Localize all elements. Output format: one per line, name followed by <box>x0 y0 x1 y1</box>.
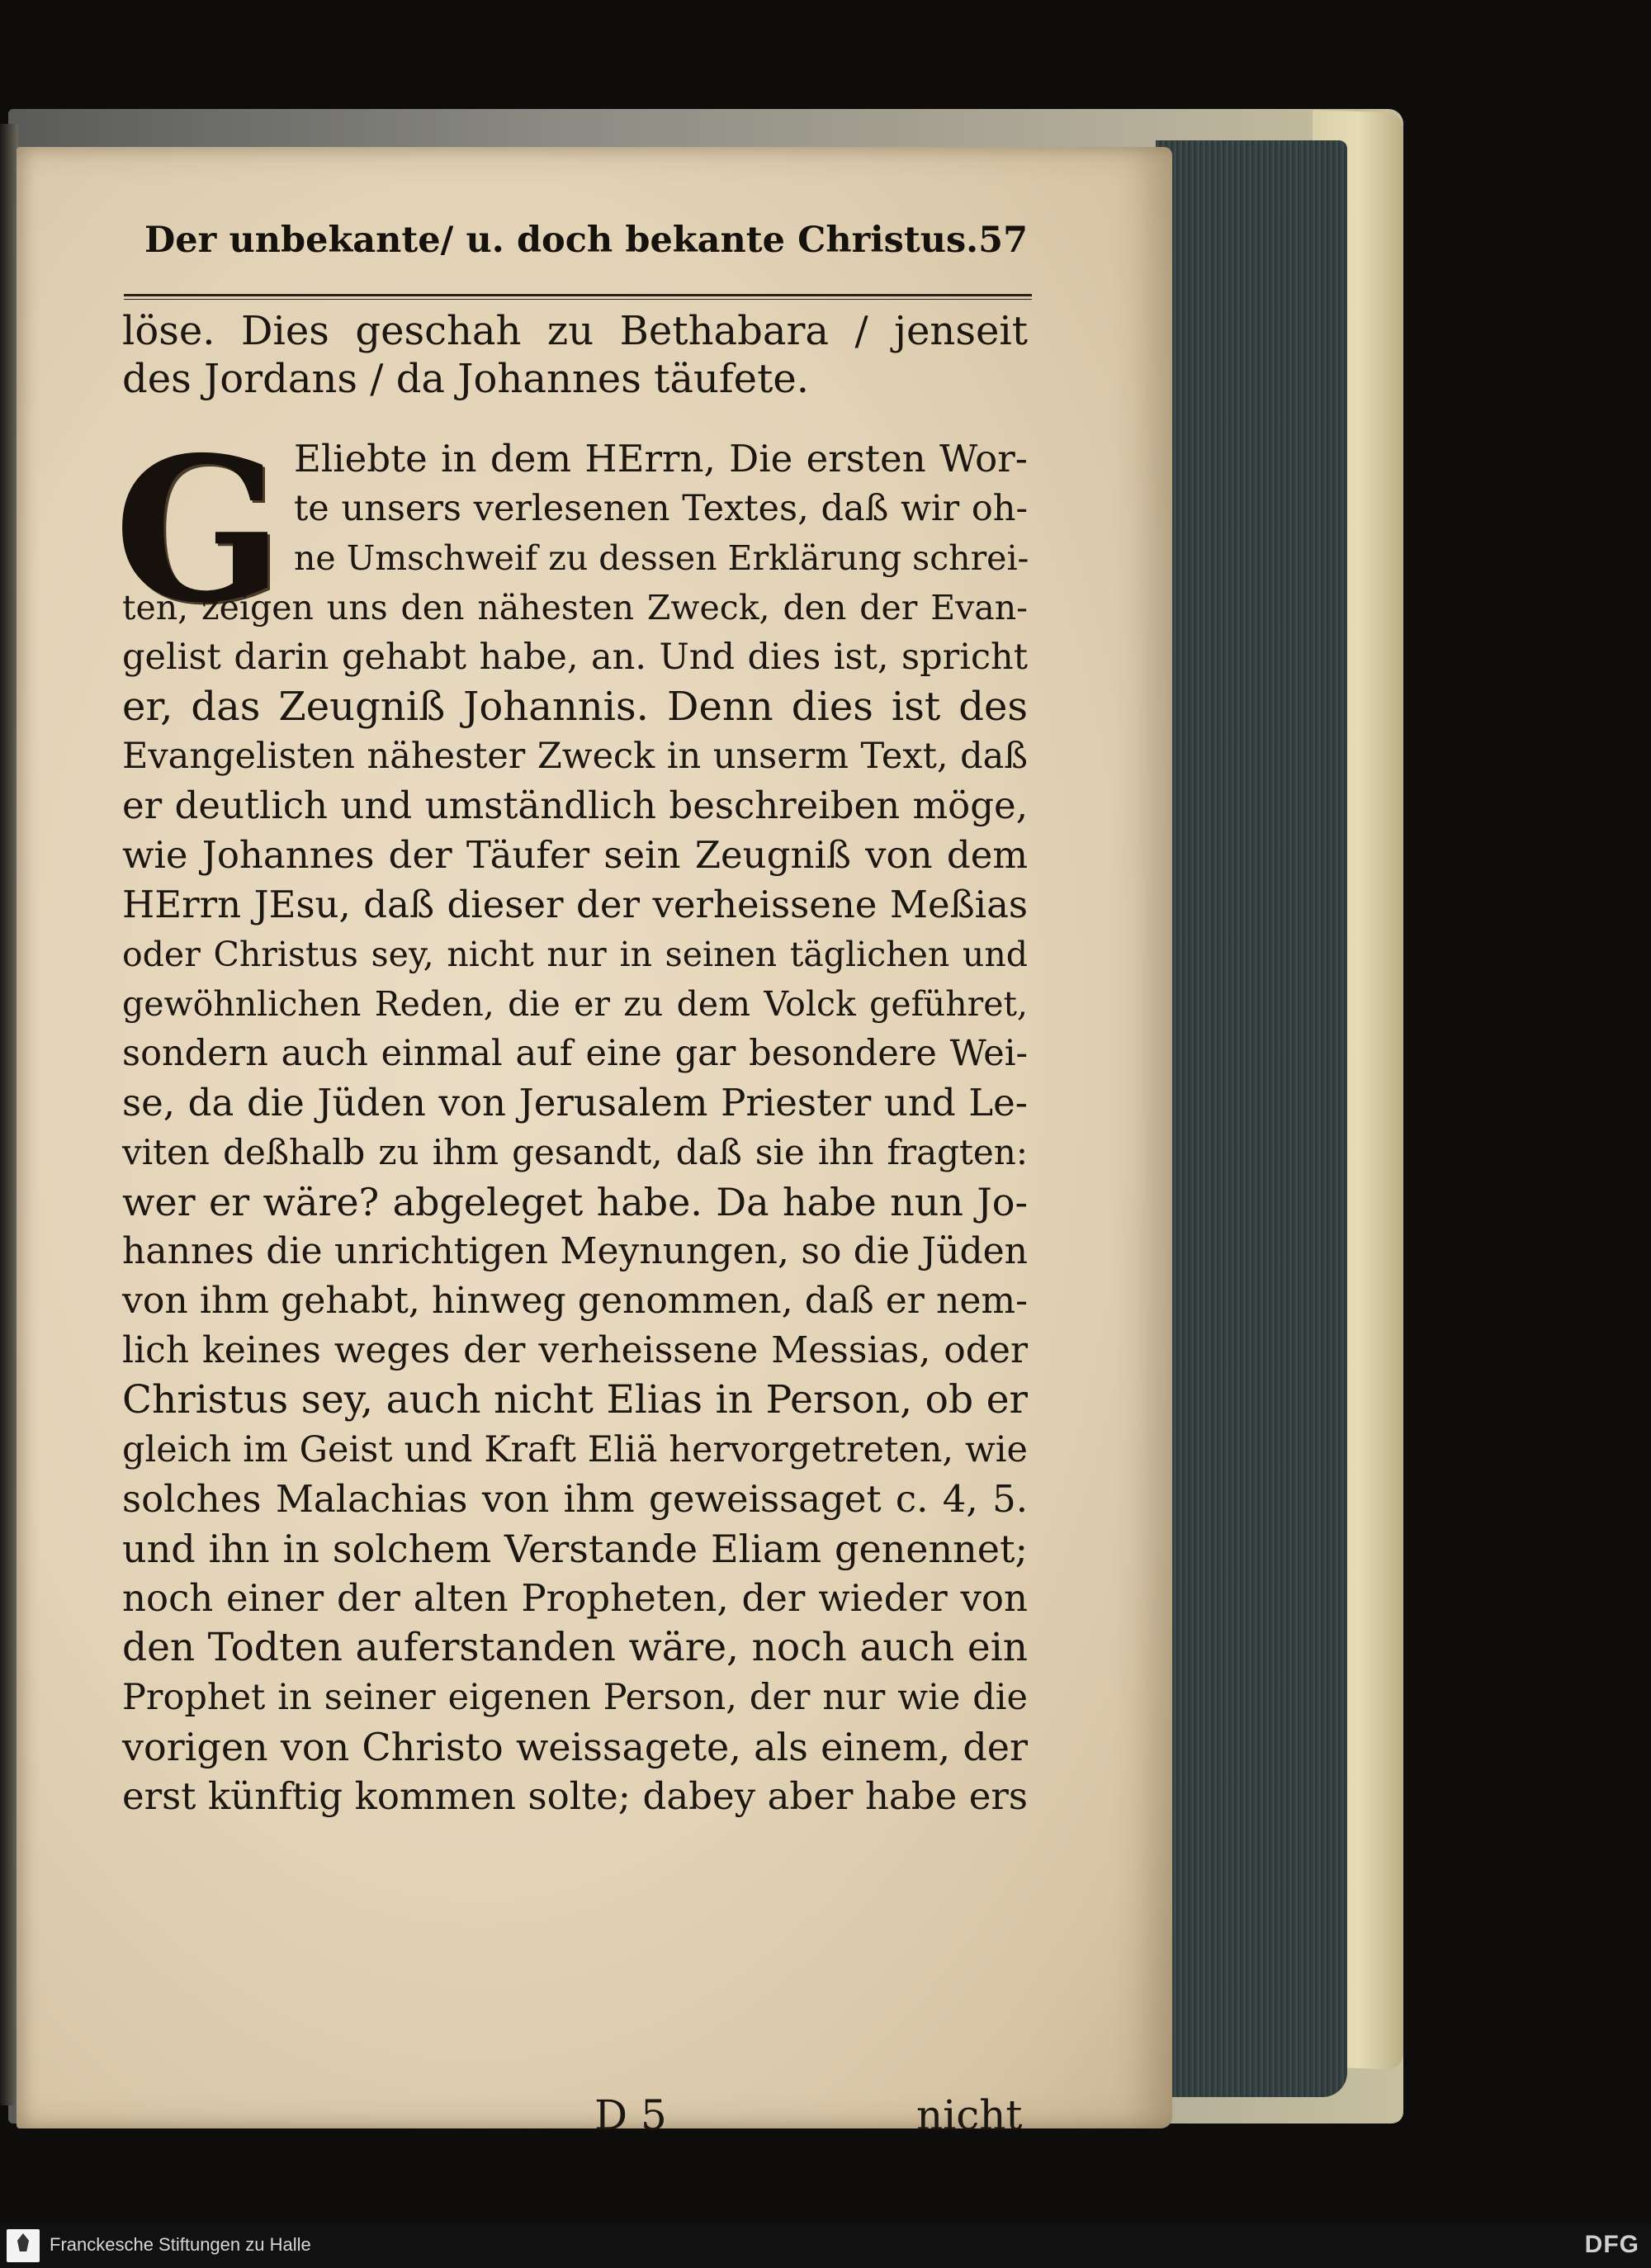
text-line: lich keines weges der verheissene Messias, oder <box>122 1329 1028 1371</box>
institution-name: Franckesche Stiftungen zu Halle <box>50 2234 311 2255</box>
text-line: gewöhnlichen Reden, die er zu dem Volck geführet, <box>122 984 1028 1024</box>
text-line: HErrn JEsu, daß dieser der verheissene Meßias <box>122 883 1028 926</box>
text-line: Eliebte in dem HErrn, Die ersten Wor- <box>294 437 1028 481</box>
running-header <box>144 220 1028 261</box>
text-line: gleich im Geist und Kraft Eliä hervorgetreten, wie <box>122 1429 1028 1470</box>
text-line: und ihn in solchem Verstande Eliam genennet; <box>122 1527 1028 1571</box>
text-line: Christus sey, auch nicht Elias in Person, ob er <box>122 1377 1028 1423</box>
text-line: noch einer der alten Propheten, der wieder von <box>122 1576 1028 1620</box>
institution-logo-icon <box>7 2229 40 2262</box>
page-block-edge <box>1156 140 1347 2097</box>
book-page <box>17 147 1172 2139</box>
viewer-footer <box>0 2223 1651 2268</box>
header-rule-thin <box>124 299 1032 300</box>
text-line: solches Malachias von ihm geweissaget c. 4, 5. <box>122 1477 1028 1521</box>
text-line: wie Johannes der Täufer sein Zeugniß von dem <box>122 833 1028 877</box>
text-line: löse. Dies geschah zu Bethabara / jenseit <box>122 308 1028 354</box>
header-rule <box>124 294 1032 296</box>
text-line: te unsers verlesenen Textes, daß wir oh- <box>294 488 1028 529</box>
signature-mark: D 5 <box>594 2091 667 2139</box>
page-number: 57 <box>978 220 1028 261</box>
text-line: ten, zeigen uns den nähesten Zweck, den der Evan- <box>122 588 1028 627</box>
text-line: Evangelisten nähester Zweck in unserm Text, daß <box>122 736 1028 777</box>
text-line: von ihm gehabt, hinweg genommen, daß er nem- <box>122 1280 1028 1322</box>
text-line: sondern auch einmal auf eine gar besondere Wei- <box>122 1033 1028 1074</box>
text-line: erst künftig kommen solte; dabey aber habe ers <box>122 1774 1028 1818</box>
logo-mark-icon <box>17 2233 29 2251</box>
text-line: hannes die unrichtigen Meynungen, so die Jüden <box>122 1230 1028 1272</box>
text-line: gelist darin gehabt habe, an. Und dies ist, spricht <box>122 637 1028 678</box>
text-line: er deutlich und umständlich beschreiben möge, <box>122 784 1028 827</box>
text-line: des Jordans / da Johannes täufete. <box>122 356 810 402</box>
left-page-edge <box>0 124 18 2105</box>
text-line: viten deßhalb zu ihm gesandt, daß sie ihn fragten: <box>122 1132 1028 1172</box>
text-line: den Todten auferstanden wäre, noch auch ein <box>122 1625 1028 1670</box>
text-line: oder Christus sey, nicht nur in seinen täglichen und <box>122 935 1028 974</box>
dfg-logo: DFG <box>1584 2231 1639 2258</box>
text-line: Prophet in seiner eigenen Person, der nur wie die <box>122 1677 1028 1718</box>
running-title: Der unbekante/ u. doch bekante Christus. <box>144 220 979 261</box>
text-line: er, das Zeugniß Johannis. Denn dies ist des <box>122 684 1028 730</box>
text-line: wer er wäre? abgeleget habe. Da habe nun Jo- <box>122 1180 1028 1224</box>
decorated-initial: G <box>114 414 283 646</box>
catchword: nicht <box>916 2091 1023 2139</box>
text-line: vorigen von Christo weissagete, als einem, der <box>122 1725 1028 1769</box>
text-line: se, da die Jüden von Jerusalem Priester und Le- <box>122 1081 1028 1125</box>
text-line: ne Umschweif zu dessen Erklärung schrei- <box>294 538 1029 578</box>
